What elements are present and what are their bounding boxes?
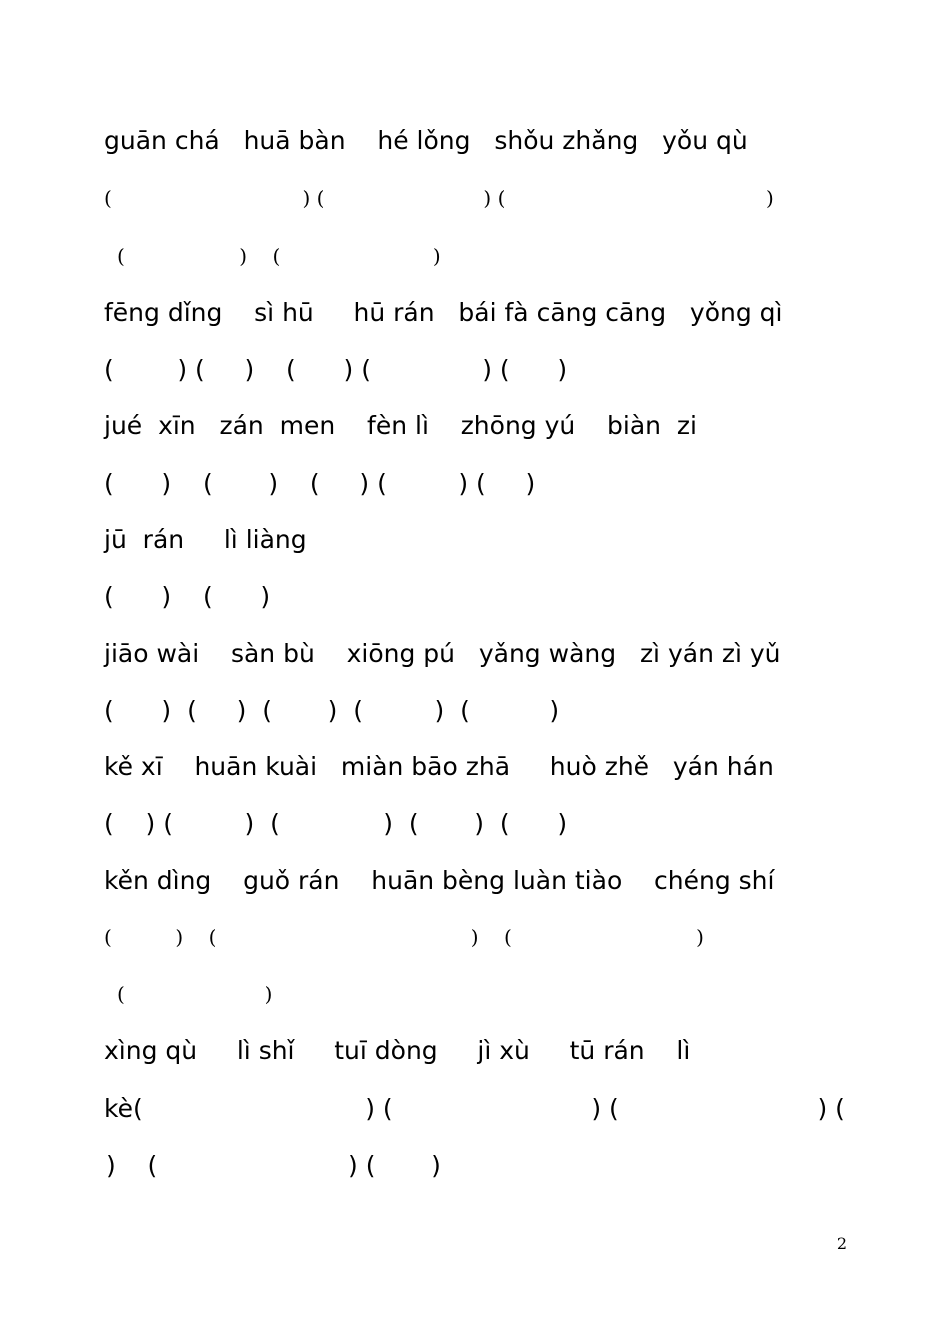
pinyin-row-6: kě xī huān kuài miàn bāo zhā huò zhě yán hán [104, 752, 774, 781]
pinyin-row-8-continued: kè( ) ( ) ( ) ( [104, 1094, 845, 1123]
pinyin-row-3: jué xīn zán men fèn lì zhōng yú biàn zi [104, 411, 697, 440]
pinyin-row-2: fēng dǐng sì hū hū rán bái fà cāng cāng yǒng qì [104, 298, 783, 327]
answer-brackets-row-6: ( ) ( ) ( ) ( ) ( ) [104, 809, 568, 838]
answer-brackets-row-7a: ( ) ( ) ( ) [104, 925, 704, 949]
page-number: 2 [836, 1234, 847, 1253]
answer-brackets-row-5: ( ) ( ) ( ) ( ) ( ) [104, 696, 560, 725]
pinyin-row-1: guān chá huā bàn hé lǒng shǒu zhǎng yǒu qù [104, 126, 748, 155]
answer-brackets-row-2: ( ) ( ) ( ) ( ) ( ) [104, 355, 568, 384]
pinyin-row-7: kěn dìng guǒ rán huān bèng luàn tiào chéng shí [104, 866, 775, 895]
answer-brackets-row-7b: ( ) [117, 982, 273, 1006]
pinyin-row-5: jiāo wài sàn bù xiōng pú yǎng wàng zì yán zì yǔ [104, 639, 781, 668]
answer-brackets-row-8: ) ( ) ( ) [106, 1151, 441, 1180]
answer-brackets-row-4: ( ) ( ) [104, 582, 271, 611]
answer-brackets-row-1b: ( ) ( ) [117, 244, 441, 268]
pinyin-row-4: jū rán lì liàng [104, 525, 307, 554]
pinyin-row-8: xìng qù lì shǐ tuī dòng jì xù tū rán lì [104, 1036, 691, 1065]
answer-brackets-row-3: ( ) ( ) ( ) ( ) ( ) [104, 469, 536, 498]
answer-brackets-row-1a: ( ) ( ) ( ) [104, 186, 774, 210]
